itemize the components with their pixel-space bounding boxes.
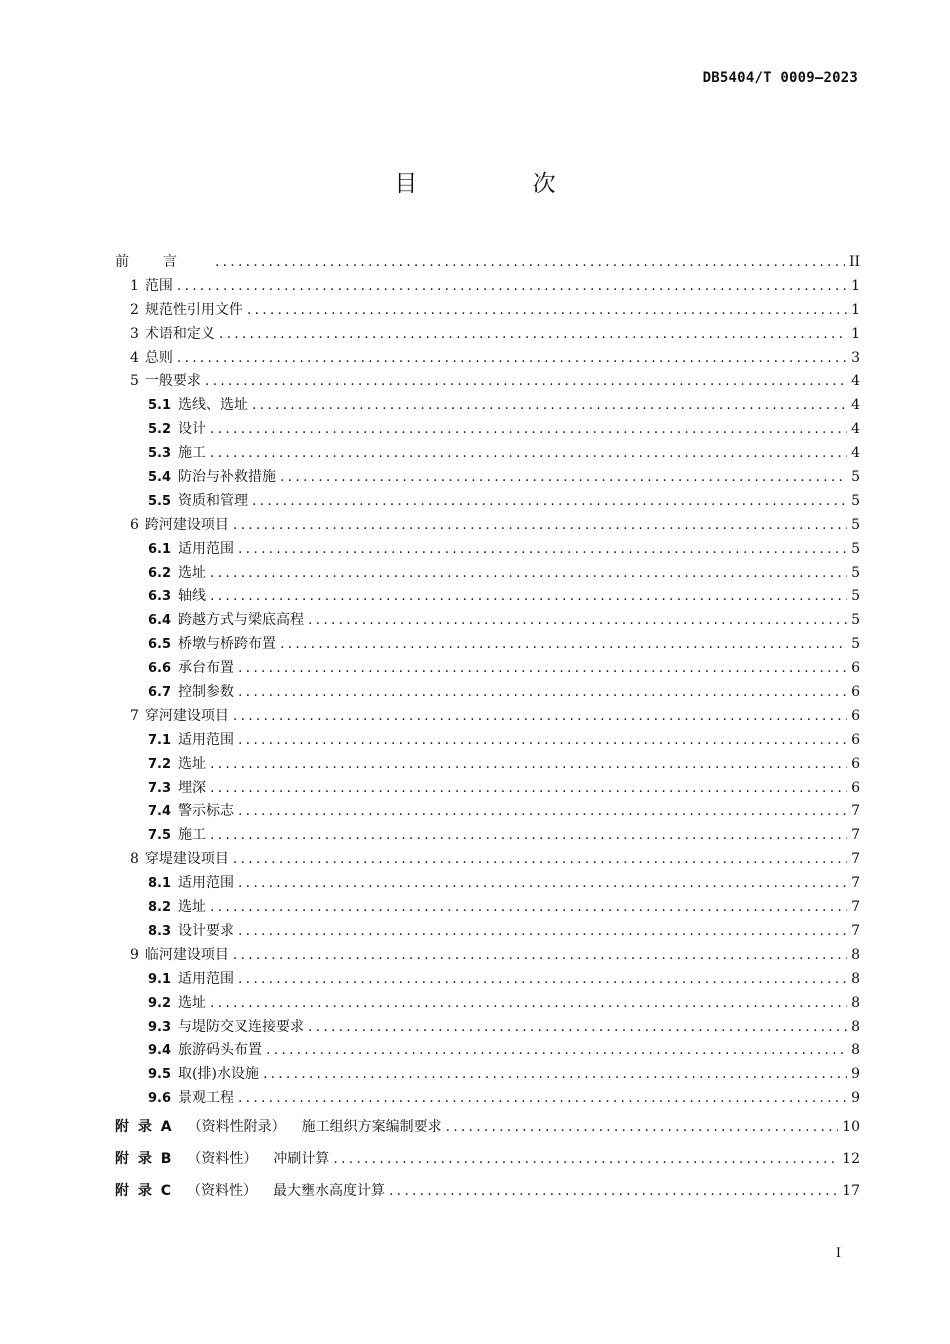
toc-entry-number: 9.1 (148, 971, 172, 987)
toc-dot-leader (215, 254, 845, 270)
toc-entry[interactable] (115, 824, 860, 848)
toc-entry[interactable] (115, 466, 860, 490)
toc-dot-leader (252, 397, 847, 413)
toc-entry-title: 选线、选址 (178, 397, 249, 414)
toc-entry-number: 6.7 (148, 685, 172, 701)
toc-entry-title: 跨越方式与梁底高程 (178, 612, 305, 629)
toc-entry-number: 6.5 (148, 637, 172, 653)
toc-entry-title: 景观工程 (178, 1090, 235, 1107)
toc-dot-leader (210, 756, 847, 772)
toc-entry-number: 5.1 (148, 398, 172, 414)
toc-entry[interactable] (115, 729, 860, 753)
toc-entry[interactable] (115, 1039, 860, 1063)
toc-entry-page: 7 (851, 851, 860, 868)
toc-entry-title: 穿堤建设项目 (144, 851, 229, 868)
toc-entry-title: 规范性引用文件 (144, 301, 243, 318)
toc-entry-page: 7 (851, 875, 860, 892)
toc-entry-page: 6 (851, 755, 860, 772)
annex-category: （资料性附录） (187, 1119, 286, 1136)
toc-dot-leader (238, 923, 847, 939)
toc-entry[interactable] (115, 681, 860, 705)
toc-entry[interactable] (115, 275, 860, 299)
toc-entry-number: 8.1 (148, 876, 172, 892)
toc-dot-leader (266, 1042, 847, 1058)
toc-annex-entry[interactable] (115, 1116, 860, 1148)
toc-entry-page: 7 (851, 922, 860, 939)
toc-entry-page: 4 (851, 397, 860, 414)
toc-entry-number: 9.6 (148, 1091, 172, 1107)
toc-entry[interactable] (115, 896, 860, 920)
toc-dot-leader (247, 302, 847, 318)
toc-annex-entry[interactable] (115, 1148, 860, 1180)
toc-entry-title: 控制参数 (178, 684, 235, 701)
toc-entry-number: 4 (130, 349, 139, 366)
toc-entry-page: 9 (851, 1066, 860, 1083)
toc-entry[interactable] (115, 347, 860, 371)
toc-entry[interactable] (115, 777, 860, 801)
toc-entry-page: 4 (851, 445, 860, 462)
toc-entry[interactable] (115, 705, 860, 729)
toc-entry-page: 9 (851, 1090, 860, 1107)
toc-entry-page: 7 (851, 827, 860, 844)
toc-entry-title: 适用范围 (178, 875, 235, 892)
table-of-contents (115, 251, 860, 1211)
toc-entry-number: 9.2 (148, 995, 172, 1011)
toc-entry[interactable] (115, 872, 860, 896)
toc-dot-leader (219, 326, 847, 342)
toc-entry-title: 范围 (144, 277, 173, 294)
toc-entry[interactable] (115, 753, 860, 777)
toc-entry-number: 7.5 (148, 828, 172, 844)
toc-entry-page: 5 (851, 588, 860, 605)
toc-entry-page: 5 (851, 636, 860, 653)
toc-entry-number: 6.3 (148, 589, 172, 605)
toc-entry-title: 承台布置 (178, 660, 235, 677)
toc-dot-leader (238, 541, 847, 557)
toc-entry[interactable] (115, 394, 860, 418)
toc-dot-leader (210, 827, 847, 843)
toc-dot-leader (238, 875, 847, 891)
toc-entry-page: 5 (851, 564, 860, 581)
toc-entry-number: 9.4 (148, 1043, 172, 1059)
toc-dot-leader (210, 565, 847, 581)
toc-entry-number: 6.4 (148, 613, 172, 629)
toc-entry-page: 6 (851, 707, 860, 724)
toc-entry-title: 临河建设项目 (144, 946, 229, 963)
toc-entry-number: 7 (130, 707, 139, 724)
toc-entry-number: 7.4 (148, 804, 172, 820)
toc-entry-page: 8 (851, 970, 860, 987)
toc-dot-leader (238, 971, 847, 987)
toc-entry-title: 前言 (115, 254, 211, 270)
annex-page: 17 (842, 1182, 860, 1199)
toc-dot-leader (210, 780, 847, 796)
toc-entry[interactable] (115, 323, 860, 347)
toc-entry-page: 6 (851, 731, 860, 748)
toc-dot-leader (233, 851, 847, 867)
toc-entry-title: 取(排)水设施 (178, 1066, 259, 1083)
toc-entry-number: 6.6 (148, 661, 172, 677)
toc-entry-page: 1 (851, 301, 860, 318)
toc-entry-number: 7.2 (148, 756, 172, 772)
annex-page: 12 (842, 1150, 860, 1167)
toc-dot-leader (263, 1066, 847, 1082)
toc-dot-leader (280, 469, 847, 485)
toc-entry-number: 5.2 (148, 422, 172, 438)
toc-entry-number: 7.3 (148, 780, 172, 796)
toc-entry-number: 6 (130, 516, 139, 533)
toc-entry-number: 9.3 (148, 1019, 172, 1035)
toc-entry[interactable] (115, 1016, 860, 1040)
toc-entry-page: 1 (851, 277, 860, 294)
toc-entry-title: 与堤防交叉连接要求 (178, 1018, 305, 1035)
toc-dot-leader (205, 373, 847, 389)
toc-entry-title: 施工 (178, 827, 207, 844)
toc-entry-page: 5 (851, 612, 860, 629)
toc-entry-page: 1 (851, 325, 860, 342)
toc-entry[interactable] (115, 800, 860, 824)
toc-entry-title: 桥墩与桥跨布置 (178, 636, 277, 653)
toc-entry-number: 8.3 (148, 923, 172, 939)
toc-entry-page: 4 (851, 373, 860, 390)
toc-dot-leader (333, 1151, 838, 1167)
toc-entry[interactable] (115, 442, 860, 466)
toc-entry[interactable] (115, 562, 860, 586)
toc-entry-title: 选址 (178, 899, 207, 916)
toc-entry-number: 6.1 (148, 541, 172, 557)
toc-entry[interactable] (115, 299, 860, 323)
toc-entry-number: 1 (130, 277, 139, 294)
annex-number: 附 录 A (115, 1119, 174, 1136)
toc-entry-page: 3 (851, 349, 860, 366)
toc-entry-page: II (848, 254, 860, 270)
toc-dot-leader (210, 421, 847, 437)
toc-entry-number: 5 (130, 373, 139, 390)
toc-dot-leader (238, 803, 847, 819)
annex-page: 10 (842, 1119, 860, 1136)
toc-entry[interactable] (115, 251, 860, 275)
toc-entry-title: 适用范围 (178, 731, 235, 748)
toc-entry-number: 5.4 (148, 470, 172, 486)
toc-entry[interactable] (115, 609, 860, 633)
toc-entry-title: 一般要求 (144, 373, 201, 390)
toc-entry-title: 埋深 (178, 779, 207, 796)
toc-entry-title: 防治与补救措施 (178, 469, 277, 486)
toc-entry-title: 适用范围 (178, 540, 235, 557)
annex-number: 附 录 C (115, 1182, 174, 1199)
toc-dot-leader (308, 612, 847, 628)
toc-dot-leader (210, 899, 847, 915)
toc-entry-page: 6 (851, 684, 860, 701)
toc-dot-leader (280, 636, 847, 652)
toc-entry[interactable] (115, 1087, 860, 1111)
toc-dot-leader (233, 947, 847, 963)
toc-entry-number: 7.1 (148, 732, 172, 748)
toc-dot-leader (210, 588, 847, 604)
toc-entry-title: 设计要求 (178, 922, 235, 939)
toc-entry[interactable] (115, 370, 860, 394)
toc-dot-leader (238, 684, 847, 700)
toc-entry-page: 6 (851, 660, 860, 677)
toc-entry-page: 6 (851, 779, 860, 796)
toc-dot-leader (446, 1119, 839, 1135)
toc-entry[interactable] (115, 920, 860, 944)
toc-dot-leader (210, 995, 847, 1011)
annex-title: 冲刷计算 (273, 1150, 330, 1167)
toc-entry[interactable] (115, 585, 860, 609)
toc-entry[interactable] (115, 633, 860, 657)
toc-entry-number: 3 (130, 325, 139, 342)
toc-entry-page: 7 (851, 899, 860, 916)
toc-entry-page: 8 (851, 994, 860, 1011)
toc-entry-title: 适用范围 (178, 970, 235, 987)
document-code: DB5404/T 0009—2023 (702, 70, 858, 86)
toc-entry-page: 5 (851, 540, 860, 557)
toc-entry[interactable] (115, 490, 860, 514)
toc-entry-number: 5.3 (148, 446, 172, 462)
toc-entry-page: 8 (851, 946, 860, 963)
annex-category: （资料性） (187, 1150, 258, 1167)
toc-entry-page: 5 (851, 516, 860, 533)
toc-dot-leader (238, 732, 847, 748)
toc-entry-title: 警示标志 (178, 803, 235, 820)
toc-entry[interactable] (115, 848, 860, 872)
toc-annex-entry[interactable] (115, 1180, 860, 1212)
toc-dot-leader (238, 1090, 847, 1106)
annex-number: 附 录 B (115, 1150, 174, 1167)
toc-dot-leader (238, 660, 847, 676)
toc-dot-leader (233, 708, 847, 724)
toc-entry-number: 9.5 (148, 1067, 172, 1083)
annex-title: 施工组织方案编制要求 (301, 1119, 442, 1136)
page-title: 目 次 (394, 171, 610, 197)
toc-entry-title: 术语和定义 (144, 325, 215, 342)
toc-entry-number: 6.2 (148, 565, 172, 581)
toc-entry-title: 选址 (178, 994, 207, 1011)
toc-dot-leader (233, 517, 847, 533)
toc-entry-number: 9 (130, 946, 139, 963)
toc-entry-title: 总则 (144, 349, 173, 366)
toc-entry-page: 8 (851, 1042, 860, 1059)
toc-entry-title: 选址 (178, 755, 207, 772)
toc-entry-title: 轴线 (178, 588, 207, 605)
toc-entry[interactable] (115, 514, 860, 538)
toc-entry-page: 5 (851, 492, 860, 509)
toc-entry-title: 跨河建设项目 (144, 516, 229, 533)
toc-dot-leader (177, 278, 847, 294)
toc-entry-number: 2 (130, 301, 139, 318)
toc-dot-leader (210, 445, 847, 461)
toc-entry[interactable] (115, 968, 860, 992)
toc-dot-leader (389, 1183, 838, 1199)
toc-entry-title: 旅游码头布置 (178, 1042, 263, 1059)
toc-entry-page: 8 (851, 1018, 860, 1035)
annex-category: （资料性） (187, 1182, 258, 1199)
toc-entry-title: 资质和管理 (178, 492, 249, 509)
toc-entry-page: 5 (851, 469, 860, 486)
toc-entry[interactable] (115, 418, 860, 442)
toc-entry-title: 穿河建设项目 (144, 707, 229, 724)
toc-dot-leader (308, 1019, 847, 1035)
toc-entry-title: 设计 (178, 421, 207, 438)
toc-entry[interactable] (115, 657, 860, 681)
toc-entry-number: 5.5 (148, 493, 172, 509)
annex-title: 最大壅水高度计算 (273, 1182, 386, 1199)
toc-entry[interactable] (115, 944, 860, 968)
toc-entry-number: 8.2 (148, 900, 172, 916)
toc-entry-title: 选址 (178, 564, 207, 581)
toc-dot-leader (177, 350, 847, 366)
toc-dot-leader (252, 493, 847, 509)
toc-entry[interactable] (115, 538, 860, 562)
toc-entry[interactable] (115, 992, 860, 1016)
toc-entry-number: 8 (130, 851, 139, 868)
toc-entry-page: 4 (851, 421, 860, 438)
toc-entry-page: 7 (851, 803, 860, 820)
page-folio: I (835, 1246, 841, 1261)
toc-entry-title: 施工 (178, 445, 207, 462)
toc-entry[interactable] (115, 1063, 860, 1087)
